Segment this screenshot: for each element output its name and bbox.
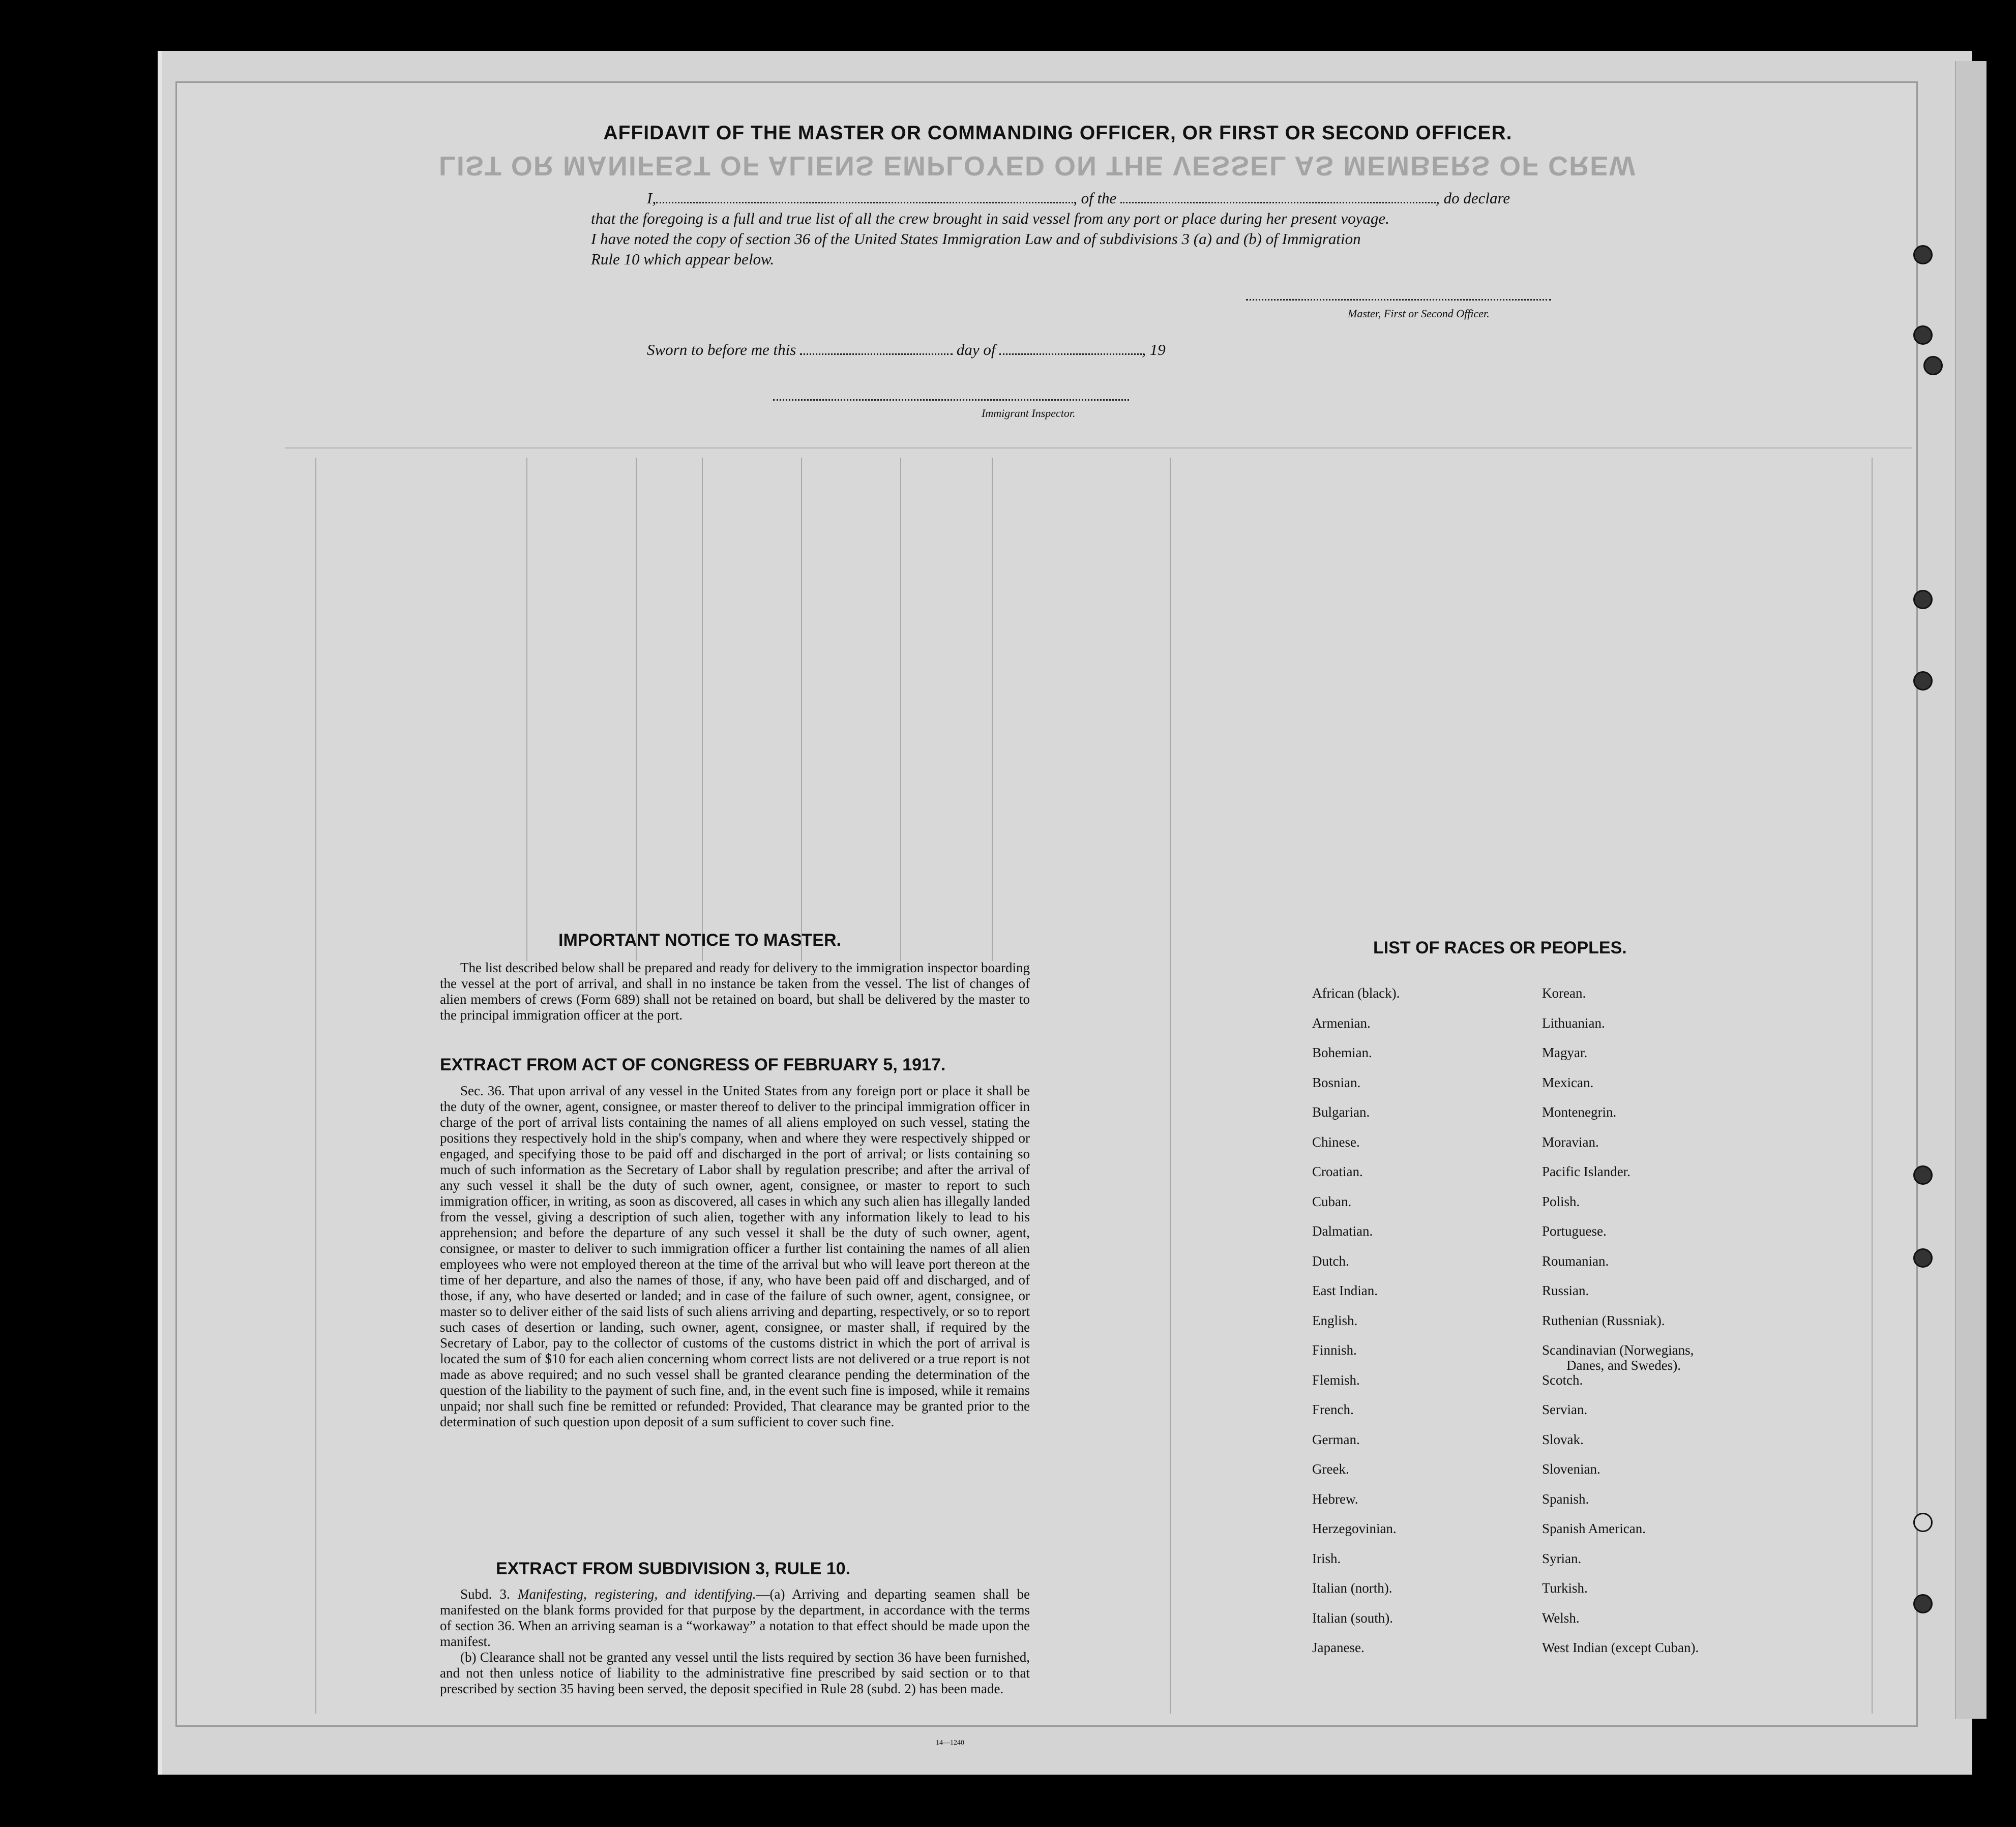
race-item: Mexican.: [1542, 1074, 1594, 1090]
notice-text: The list described below shall be prepared and ready for delivery to the immigration inspector boarding the vessel at the port of arrival, and shall in no instance be taken from the vessel. The list of changes of alien members of crews (Form 689) shall not be retained on board, but shall be delivered by the master to the principal immigration officer at the port.: [440, 960, 1030, 1023]
declaration-of-the: , of the: [1073, 189, 1117, 207]
punch-hole: [1913, 1513, 1933, 1532]
ledger-rule: [1170, 458, 1171, 1714]
punch-hole: [1913, 1165, 1933, 1185]
year-label: , 19: [1142, 341, 1166, 358]
race-item: Irish.: [1312, 1550, 1341, 1566]
race-item: Croatian.: [1312, 1164, 1363, 1179]
punch-hole: [1913, 245, 1933, 264]
day-of-label: day of: [956, 341, 996, 358]
act-section-label: Sec. 36.: [460, 1083, 505, 1098]
race-item: Spanish American.: [1542, 1521, 1646, 1536]
race-item: Cuban.: [1312, 1193, 1352, 1209]
race-item: Montenegrin.: [1542, 1104, 1617, 1120]
form-code: 14—1240: [936, 1739, 964, 1747]
rule-text-a: —(a) Arriving and departing seamen shall be manifested on the blank forms provided for that purpose by the department, in accordance with the terms of section 36. When an arriving seaman is a “workaway” a notation to that effect should be made upon the manifest.: [440, 1586, 1030, 1649]
race-item: Japanese.: [1312, 1640, 1365, 1655]
race-item: Chinese.: [1312, 1134, 1360, 1150]
race-item: Welsh.: [1542, 1610, 1580, 1626]
name-blank[interactable]: [656, 202, 1073, 203]
race-item: Korean.: [1542, 985, 1586, 1001]
race-item: Scandinavian (Norwegians,: [1542, 1342, 1694, 1358]
race-item: West Indian (except Cuban).: [1542, 1640, 1699, 1655]
race-item: Ruthenian (Russniak).: [1542, 1312, 1665, 1328]
ledger-rule: [702, 458, 703, 961]
notice-title: IMPORTANT NOTICE TO MASTER.: [558, 931, 841, 950]
race-item: Finnish.: [1312, 1342, 1357, 1358]
inspector-signature-label: Immigrant Inspector.: [982, 407, 1076, 420]
race-item: Italian (south).: [1312, 1610, 1393, 1626]
sworn-label: Sworn to before me this: [647, 341, 796, 358]
race-item: French.: [1312, 1402, 1354, 1417]
sworn-month-blank[interactable]: [999, 353, 1142, 355]
race-item: East Indian.: [1312, 1283, 1378, 1298]
rule-title: EXTRACT FROM SUBDIVISION 3, RULE 10.: [496, 1559, 851, 1578]
inspector-signature-line[interactable]: [773, 399, 1129, 401]
race-item: Italian (north).: [1312, 1580, 1392, 1596]
race-item: Slovak.: [1542, 1431, 1584, 1447]
race-item: Dalmatian.: [1312, 1223, 1373, 1239]
sworn-day-blank[interactable]: [800, 353, 953, 355]
race-item: Scotch.: [1542, 1372, 1583, 1388]
race-item: Bulgarian.: [1312, 1104, 1370, 1120]
race-item: Greek.: [1312, 1461, 1349, 1477]
race-item: Portuguese.: [1542, 1223, 1607, 1239]
declaration-do-declare: , do declare: [1436, 189, 1510, 207]
form-frame: [175, 81, 1918, 1727]
affidavit-title: AFFIDAVIT OF THE MASTER OR COMMANDING OFFICER, OR FIRST OR SECOND OFFICER.: [603, 122, 1513, 144]
declaration-i: I,: [647, 189, 657, 207]
race-item: Hebrew.: [1312, 1491, 1358, 1507]
race-item: Slovenian.: [1542, 1461, 1600, 1477]
rule-subd-label: Subd. 3.: [460, 1586, 510, 1602]
ledger-rule: [636, 458, 637, 961]
punch-hole: [1913, 671, 1933, 691]
race-item: Polish.: [1542, 1193, 1580, 1209]
ledger-rule: [315, 458, 316, 1714]
race-item: Spanish.: [1542, 1491, 1589, 1507]
race-item: Turkish.: [1542, 1580, 1588, 1596]
punch-hole: [1913, 1248, 1933, 1268]
punch-hole: [1923, 356, 1943, 375]
declaration-line-3: I have noted the copy of section 36 of the United States Immigration Law and of subdivisions 3 (a) and (b) of Immigration: [591, 230, 1361, 248]
ledger-line: [285, 447, 1912, 448]
act-title: EXTRACT FROM ACT OF CONGRESS OF FEBRUARY 5, 1917.: [440, 1055, 946, 1074]
race-item: Moravian.: [1542, 1134, 1599, 1150]
declaration-line-4: Rule 10 which appear below.: [591, 250, 775, 268]
punch-hole: [1913, 325, 1933, 345]
rule-heading: Manifesting, registering, and identifying.: [518, 1586, 756, 1602]
race-item: Danes, and Swedes).: [1566, 1358, 1681, 1373]
races-title: LIST OF RACES OR PEOPLES.: [1373, 938, 1627, 957]
race-item: Dutch.: [1312, 1253, 1349, 1269]
race-item: English.: [1312, 1312, 1358, 1328]
act-text: That upon arrival of any vessel in the United States from any foreign port or place it shall be the duty of the owner, agent, consignee, or master thereof to deliver to the principal immigration officer in charge of the port of arrival lists containing the names of all aliens employed on such vessel, stating the positions they respectively hold in the ship's company, when and where they were respectively shipped or engaged, and specifying those to be paid off and discharged in the port of arrival; or lists containing so much of such information as the Secretary of Labor shall by regulation prescribe; and after the arrival of any such vessel it shall be the duty of such owner, agent, consignee, or master to report to such immigration officer, in writing, as soon as discovered, all cases in which any such alien has illegally landed from the vessel, giving a description of such alien, together with any information likely to lead to his apprehension; and before the departure of any such vessel it shall be the duty of such owner, agent, consignee, or master to deliver to such immigration officer a further list containing the names of all alien employees who were not employed thereon at the time of the arrival but who will leave port thereon at the time of her departure, and also the names of those, if any, who have been paid off and discharged, and of those, if any, who have deserted or landed; and in case of the failure of such owner, agent, consignee, or master so to deliver either of the said lists of such aliens arriving and departing, respectively, or so to report such cases of desertion or landing, such owner, agent, consignee, or master shall, if required by the Secretary of Labor, pay to the collector of customs of the customs district in which the port of arrival is located the sum of $10 for each alien concerning whom correct lists are not delivered or a true report is not made as above required; and no such vessel shall be granted clearance pending the determination of the question of the liability to the payment of such fine, and, in the event such fine is imposed, while it remains unpaid; nor shall such fine be remitted or refunded: Provided, That clearance may be granted prior to the determination of such question upon deposit of a sum sufficient to cover such fine.: [440, 1083, 1030, 1429]
declaration-line-2: that the foregoing is a full and true list of all the crew brought in said vessel from any port or place during her present voyage.: [591, 209, 1389, 227]
ledger-rule: [900, 458, 901, 961]
punch-hole: [1913, 1594, 1933, 1613]
race-item: Herzegovinian.: [1312, 1521, 1397, 1536]
bleed-through-manifest-title: LIST OR MANIFEST OF ALIENS EMPLOYED ON THE VESSEL AS MEMBERS OF CREW: [438, 151, 1637, 181]
race-item: Magyar.: [1542, 1045, 1588, 1060]
punch-hole: [1913, 590, 1933, 609]
ledger-rule: [526, 458, 527, 961]
ledger-rule: [801, 458, 802, 961]
race-item: Bohemian.: [1312, 1045, 1372, 1060]
page-edge-tab: [1955, 61, 1987, 1719]
race-item: Servian.: [1542, 1402, 1588, 1417]
race-item: Roumanian.: [1542, 1253, 1609, 1269]
master-signature-label: Master, First or Second Officer.: [1348, 307, 1490, 320]
race-item: African (black).: [1312, 985, 1400, 1001]
ledger-rule: [992, 458, 993, 961]
race-item: Armenian.: [1312, 1015, 1371, 1031]
race-item: Russian.: [1542, 1283, 1589, 1298]
race-item: Bosnian.: [1312, 1074, 1361, 1090]
rule-text-b: (b) Clearance shall not be granted any vessel until the lists required by section 36 have been furnished, and not then unless notice of liability to the administrative fine prescribed by said section or to that prescribed by section 35 having been served, the deposit specified in Rule 28 (subd. 2) has been made.: [440, 1650, 1030, 1696]
race-item: Flemish.: [1312, 1372, 1360, 1388]
race-item: Pacific Islander.: [1542, 1164, 1630, 1179]
ledger-rule: [1872, 458, 1873, 1714]
master-signature-line[interactable]: [1246, 299, 1551, 301]
vessel-blank[interactable]: [1120, 202, 1436, 203]
race-item: German.: [1312, 1431, 1360, 1447]
race-item: Lithuanian.: [1542, 1015, 1605, 1031]
race-item: Syrian.: [1542, 1550, 1582, 1566]
